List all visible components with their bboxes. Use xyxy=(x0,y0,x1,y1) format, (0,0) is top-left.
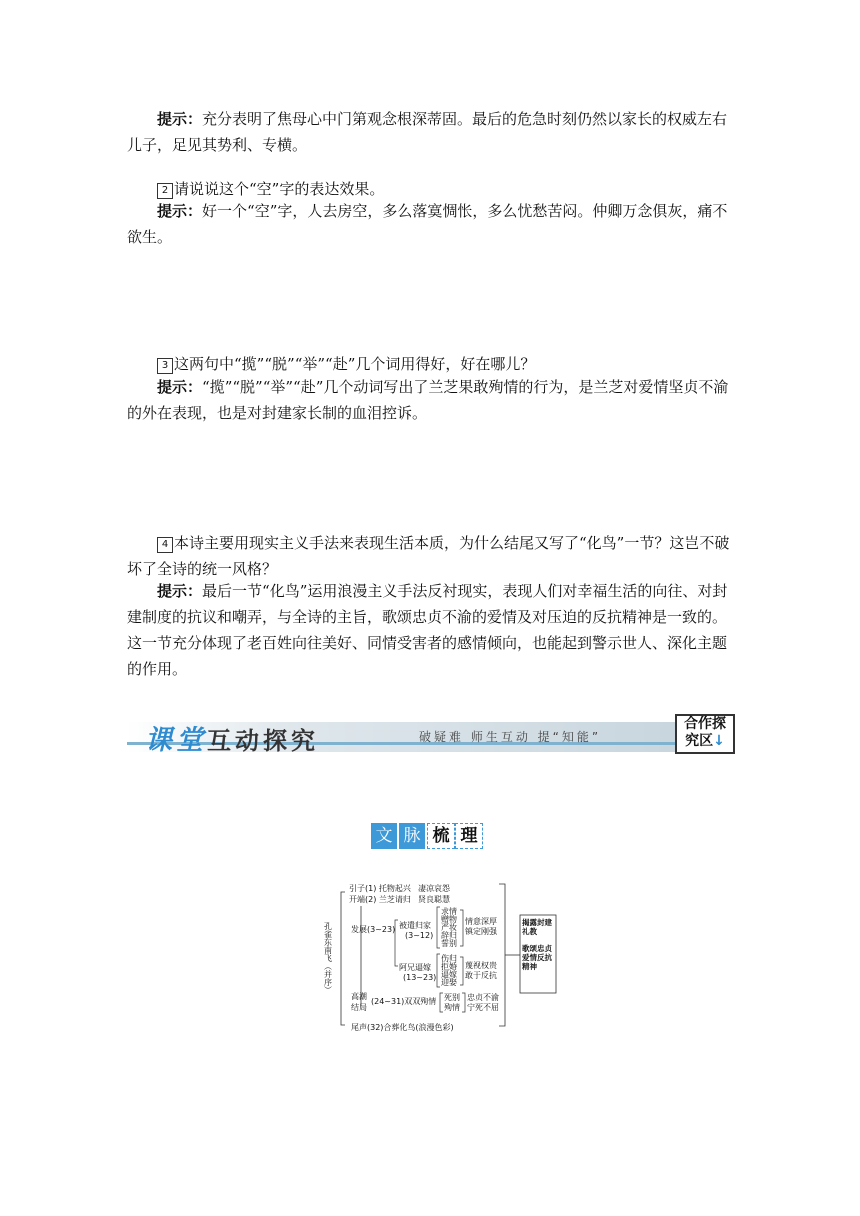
shuangxun-text: (24~31)双双殉情 xyxy=(371,997,437,1006)
fazhan-brace xyxy=(395,920,398,966)
axiong-item: 迎娶 xyxy=(441,978,457,987)
fazhan-text: 发展(3~23) xyxy=(351,925,396,934)
question-number-4: 4 xyxy=(157,537,173,553)
axiong-brace xyxy=(437,954,440,987)
result-1a: 情意深厚 xyxy=(465,917,497,926)
beiqian-item: 辞归 xyxy=(441,931,457,940)
hint-text: “揽”“脱”“举”“赴”几个动词写出了兰芝果敢殉情的行为，是兰芝对爱情坚贞不渝的外在表现，也是对封建家长制的血泪控诉。 xyxy=(127,378,729,422)
section-heading-char: 理 xyxy=(455,823,483,849)
section-heading-char: 文 xyxy=(371,823,397,849)
question-4 xyxy=(127,530,737,582)
hint-label: 提示： xyxy=(157,378,203,396)
banner-title xyxy=(145,718,319,757)
beiqian-item: 求情 xyxy=(441,907,457,916)
jieju-item: 死别 xyxy=(444,993,460,1002)
hint-label: 提示： xyxy=(157,110,203,128)
beiqian-range: (3~12) xyxy=(405,931,434,940)
hint-label: 提示： xyxy=(157,582,203,600)
beiqian-item: 赠物 xyxy=(441,915,457,924)
hint-paragraph-1 xyxy=(127,106,737,158)
axiong-right-brace xyxy=(460,957,463,985)
yinzi-text: 引子(1) 托物起兴 xyxy=(349,884,411,893)
axiong-text: 阿兄逼嫁 xyxy=(399,963,431,972)
hint-text: 充分表明了焦母心中门第观念根深蒂固。最后的危急时刻仍然以家长的权威左右儿子，足见其势利、专横。 xyxy=(127,110,728,154)
banner-title-main: 互动探究 xyxy=(207,726,319,755)
result-3a: 忠贞不渝 xyxy=(467,993,499,1002)
question-number-2: 2 xyxy=(157,183,173,199)
hint-paragraph-4 xyxy=(127,578,737,682)
mood-2: 贤良聪慧 xyxy=(418,895,450,904)
section-heading-char: 梳 xyxy=(427,823,455,849)
summary-line-2: 歌颂忠贞爱情反抗精神 xyxy=(522,944,552,971)
summary-line-1: 揭露封建礼教 xyxy=(522,918,552,936)
question-text: 这两句中“揽”“脱”“举”“赴”几个词用得好，好在哪儿？ xyxy=(174,355,536,373)
cooperation-box xyxy=(675,714,735,754)
structure-diagram xyxy=(323,880,563,1036)
diagram-title xyxy=(324,921,333,994)
question-text: 本诗主要用现实主义手法来表现生活本质，为什么结尾又写了“化鸟”一节？这岂不破坏了全诗的统一风格？ xyxy=(127,534,730,578)
question-number-3: 3 xyxy=(157,358,173,374)
beiqian-item: 严妆 xyxy=(441,923,457,932)
kaiduan-text: 开端(2) 兰芝请归 xyxy=(349,895,411,904)
axiong-item: 拒婚 xyxy=(441,962,457,971)
question-text: 请说说这个“空”字的表达效果。 xyxy=(174,180,385,198)
section-banner xyxy=(127,714,735,756)
jieju-right-brace xyxy=(462,993,465,1012)
result-1b: 镇定刚强 xyxy=(465,927,497,936)
section-heading-char: 脉 xyxy=(399,823,425,849)
result-2a: 蔑视权贵 xyxy=(465,961,497,970)
cooperation-box-line1: 合作探 xyxy=(684,716,726,732)
gaochao-text: 高潮 xyxy=(351,992,367,1001)
mood-1: 凄凉哀怨 xyxy=(418,884,450,893)
diagram-title-text: 孔雀东南飞（并序） xyxy=(323,922,333,994)
jieju-item: 殉情 xyxy=(444,1003,460,1012)
axiong-item: 伤归 xyxy=(441,954,457,963)
beiqian-right-brace xyxy=(460,910,463,946)
axiong-item: 逼嫁 xyxy=(441,970,457,979)
jieju-text: 结局 xyxy=(351,1003,367,1012)
hint-paragraph-3 xyxy=(127,374,737,426)
beiqian-item: 誓别 xyxy=(441,939,457,948)
right-brace xyxy=(499,884,505,1026)
result-2b: 敢于反抗 xyxy=(465,971,497,980)
hint-text: 好一个“空”字，人去房空，多么落寞惆怅，多么忧愁苦闷。仲卿万念俱灰，痛不欲生。 xyxy=(127,202,728,246)
result-3b: 宁死不屈 xyxy=(467,1003,499,1012)
arrow-down-icon: ↓ xyxy=(713,733,725,749)
hint-text: 最后一节“化鸟”运用浪漫主义手法反衬现实，表现人们对幸福生活的向往、对封建制度的抗议和嘲弄，与全诗的主旨，歌颂忠贞不渝的爱情及对压迫的反抗精神是一致的。这一节充分体现了老百姓向往美好、同情受害者的感情倾向，也能起到警示世人、深化主题的作用。 xyxy=(127,582,728,678)
cooperation-box-line2: 究区↓ xyxy=(685,733,725,749)
beiqian-text: 被遣归家 xyxy=(399,921,431,930)
banner-title-accent: 课堂 xyxy=(145,725,207,756)
axiong-range: (13~23) xyxy=(403,973,437,982)
summary-text-container xyxy=(522,918,554,992)
weisheng-text: 尾声(32)合葬化鸟(浪漫色彩) xyxy=(351,1023,454,1032)
hint-paragraph-2 xyxy=(127,198,737,250)
left-brace xyxy=(341,892,345,1025)
section-heading xyxy=(371,823,483,853)
hint-label: 提示： xyxy=(157,202,203,220)
jieju-brace xyxy=(440,993,443,1012)
beiqian-brace xyxy=(437,907,440,948)
banner-subtitle: 破疑难 师生互动 提“知能” xyxy=(419,730,602,744)
